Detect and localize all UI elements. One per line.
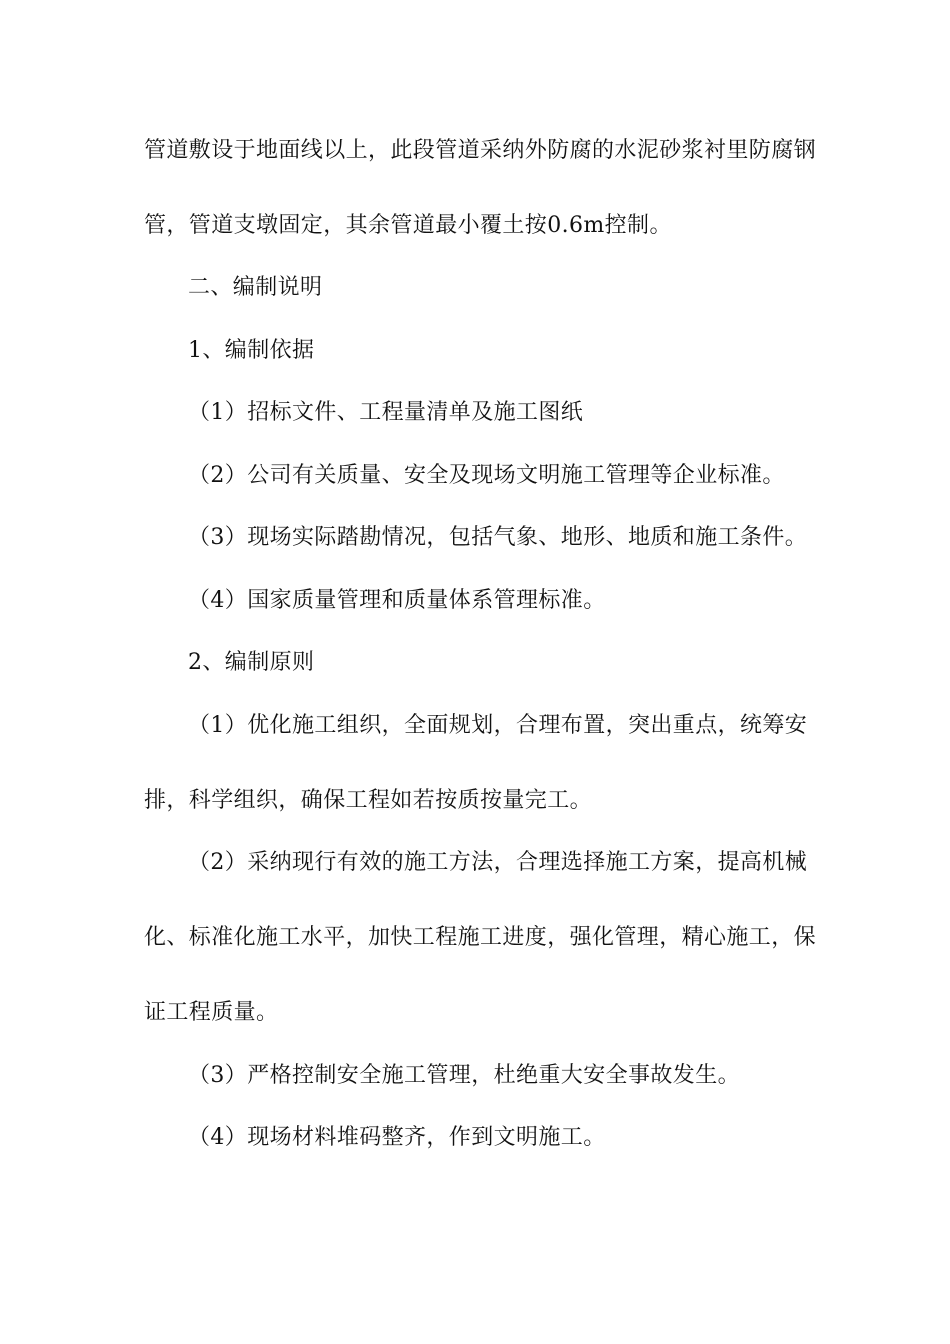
principle-item-2-cont-1: 化、标准化施工水平，加快工程施工进度，强化管理，精心施工，保 [144, 925, 817, 950]
principle-item-1: （1）优化施工组织，全面规划，合理布置，突出重点，统筹安 [188, 713, 808, 738]
body-line-1: 管道敷设于地面线以上，此段管道采纳外防腐的水泥砂浆衬里防腐钢 [144, 138, 817, 163]
basis-item-3: （3）现场实际踏勘情况，包括气象、地形、地质和施工条件。 [188, 525, 808, 550]
body-line-2: 管，管道支墩固定，其余管道最小覆土按0.6m控制。 [144, 213, 672, 238]
basis-item-2: （2）公司有关质量、安全及现场文明施工管理等企业标准。 [188, 463, 785, 488]
subsection-heading-basis: 1、编制依据 [188, 338, 315, 363]
principle-item-4: （4）现场材料堆码整齐，作到文明施工。 [188, 1125, 606, 1150]
principle-item-1-cont: 排，科学组织，确保工程如若按质按量完工。 [144, 788, 593, 813]
basis-item-1: （1）招标文件、工程量清单及施工图纸 [188, 400, 584, 425]
basis-item-4: （4）国家质量管理和质量体系管理标准。 [188, 588, 606, 613]
principle-item-2: （2）采纳现行有效的施工方法，合理选择施工方案，提高机械 [188, 850, 808, 875]
subsection-heading-principles: 2、编制原则 [188, 650, 315, 675]
principle-item-3: （3）严格控制安全施工管理，杜绝重大安全事故发生。 [188, 1063, 740, 1088]
section-heading: 二、编制说明 [188, 275, 323, 300]
principle-item-2-cont-2: 证工程质量。 [144, 1000, 279, 1025]
